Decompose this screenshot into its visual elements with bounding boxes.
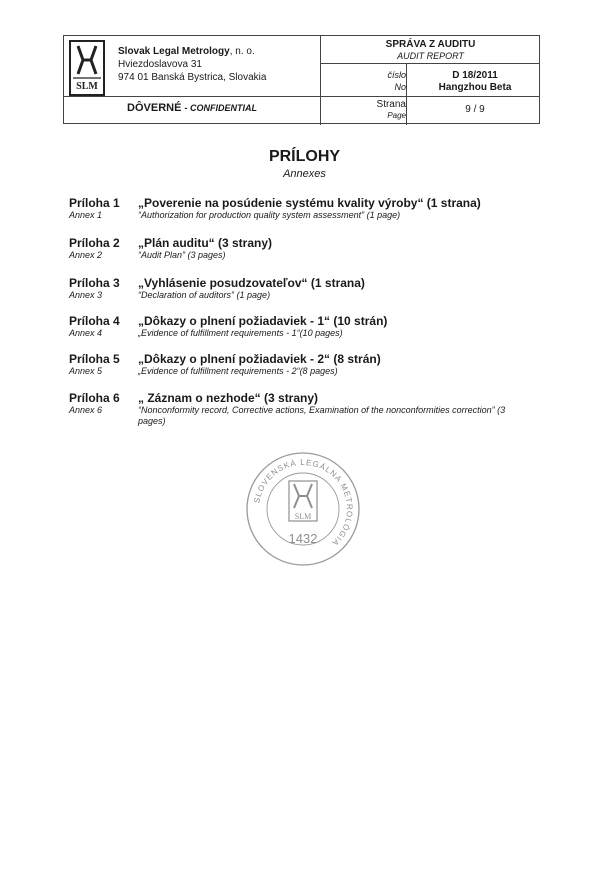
slm-logo-icon	[71, 42, 103, 94]
header-divider-title	[320, 63, 539, 64]
annex-description: “Audit Plan” (3 pages)	[138, 250, 226, 260]
annex-number-en: Annex 2	[69, 250, 103, 260]
report-number: D 18/2011	[452, 70, 498, 81]
org-type: , n. o.	[229, 46, 255, 57]
annex-description: „Evidence of fulfillment requirements - 2“(8 pages)	[138, 366, 338, 376]
stamp-number: 1432	[288, 531, 318, 546]
number-label-en: No	[394, 82, 406, 92]
page-number: 9 / 9	[465, 104, 485, 115]
stamp-logo-text: SLM	[294, 512, 312, 521]
confidential-label	[64, 102, 320, 114]
address-line-1: Hviezdoslavova 31	[118, 59, 202, 70]
org-name: Slovak Legal Metrology	[118, 46, 230, 57]
annex-title: „Poverenie na posúdenie systému kvality výroby“ (1 strana)	[138, 196, 481, 210]
report-subtitle: AUDIT REPORT	[397, 51, 464, 61]
page-subtitle: Annexes	[283, 168, 326, 180]
address-line-2: 974 01 Banská Bystrica, Slovakia	[118, 72, 267, 83]
confidential-en: - CONFIDENTIAL	[184, 103, 257, 113]
stamp-seal-icon	[244, 450, 362, 568]
number-label: číslo	[387, 70, 406, 80]
annex-number-en: Annex 5	[69, 366, 103, 376]
annex-title: „Vyhlásenie posudzovateľov“ (1 strana)	[138, 276, 365, 290]
annex-number: Príloha 6	[69, 391, 120, 405]
header-divider-label	[406, 63, 407, 125]
annex-number-en: Annex 3	[69, 290, 103, 300]
page-title: PRÍLOHY	[268, 148, 341, 165]
page-label: Strana	[376, 99, 406, 110]
header-divider-horizontal	[64, 96, 539, 97]
annex-title: „Dôkazy o plnení požiadaviek - 1“ (10 strán)	[138, 314, 388, 328]
stamp-ring-text: SLOVENSKÁ LEGÁLNA METROLÓGIA	[252, 457, 355, 548]
annex-number: Príloha 1	[69, 196, 120, 210]
confidential-sk: DÔVERNÉ	[127, 102, 182, 114]
slm-logo	[69, 40, 105, 96]
annex-description: “Authorization for production quality system assessment” (1 page)	[138, 210, 401, 220]
annex-description: “Declaration of auditors” (1 page)	[138, 290, 271, 300]
annex-number: Príloha 2	[69, 236, 120, 250]
annex-number-en: Annex 6	[69, 405, 103, 415]
annex-number: Príloha 3	[69, 276, 120, 290]
annex-description: “Nonconformity record, Corrective actions, Examination of the nonconformities correction” (3 pages)	[138, 405, 506, 426]
client-name: Hangzhou Beta	[438, 82, 512, 93]
annex-title: „ Záznam o nezhode“ (3 strany)	[138, 391, 319, 405]
report-header	[63, 35, 540, 124]
annex-title: „Plán auditu“ (3 strany)	[138, 236, 273, 250]
report-title: SPRÁVA Z AUDITU	[385, 39, 476, 50]
org-name-line	[118, 46, 255, 57]
annex-number-en: Annex 1	[69, 210, 103, 220]
page-label-en: Page	[387, 111, 406, 120]
annex-number: Príloha 5	[69, 352, 120, 366]
annex-title: „Dôkazy o plnení požiadaviek - 2“ (8 strán)	[138, 352, 381, 366]
logo-text: SLM	[76, 81, 98, 92]
annex-description: „Evidence of fulfillment requirements - 1“(10 pages)	[138, 328, 343, 338]
official-stamp	[244, 450, 362, 568]
annex-number: Príloha 4	[69, 314, 120, 328]
annex-number-en: Annex 4	[69, 328, 103, 338]
